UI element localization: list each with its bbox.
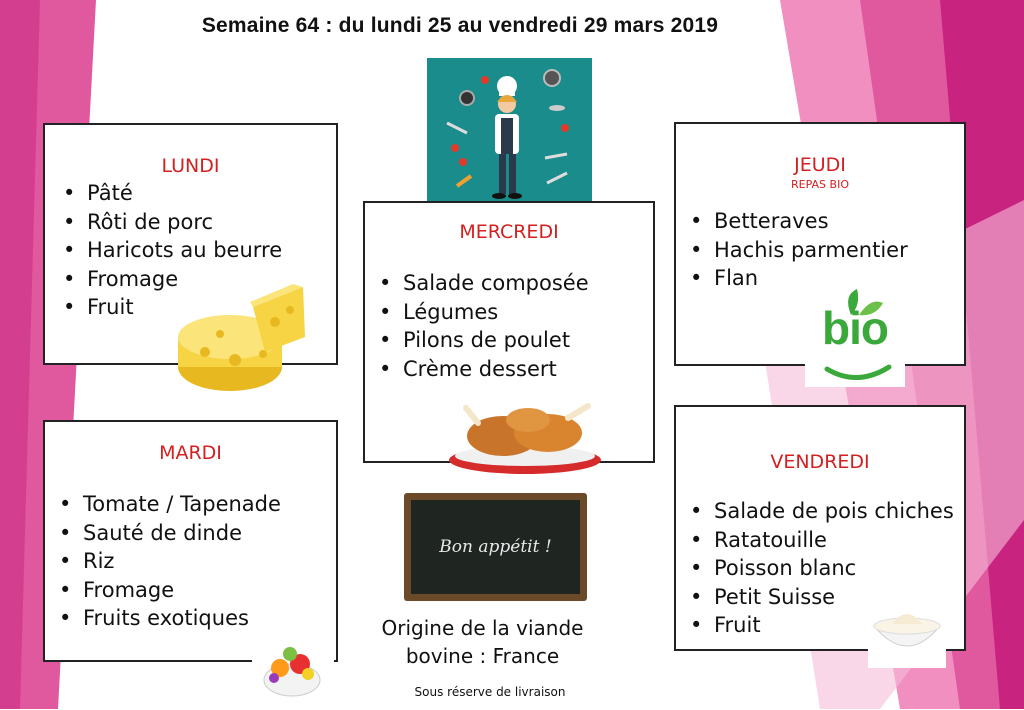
delivery-notice: Sous réserve de livraison [414,685,566,699]
mercredi-menu-list [373,269,653,383]
chicken-drumsticks-illustration [448,398,603,478]
list-item: • Fromage [57,265,336,294]
list-item: • Riz [53,547,336,576]
page-title: Semaine 64 : du lundi 25 au vendredi 29 mars 2019 [201,14,719,37]
mardi-heading: MARDI [159,442,222,464]
list-item: • Salade composée [373,269,653,298]
jeudi-heading: JEUDI [794,154,846,176]
chef-illustration [427,58,592,208]
mardi-box [43,420,338,662]
bio-logo [805,287,905,387]
list-item: • Salade de pois chiches [684,497,964,526]
list-item: • Ratatouille [684,526,964,555]
list-item: • Petit Suisse [684,583,964,612]
fruit-bowl-illustration [252,628,334,706]
list-item: • Fruit [684,611,964,640]
list-item: • Rôti de porc [57,208,336,237]
list-item: • Sauté de dinde [53,519,336,548]
jeudi-subtitle: REPAS BIO [791,178,849,191]
list-item: • Pilons de poulet [373,326,653,355]
list-item: • Flan [684,264,964,293]
mardi-menu-list [53,490,336,633]
jeudi-menu-list [684,207,964,293]
list-item: • Légumes [373,298,653,327]
list-item: • Poisson blanc [684,554,964,583]
list-item: • Betteraves [684,207,964,236]
blackboard-surface [411,500,580,594]
list-item: • Fromage [53,576,336,605]
origin-line-1: Origine de la viande [381,616,584,640]
list-item: • Haricots au beurre [57,236,336,265]
bio-logo-text: bio [822,302,888,354]
origin-line-2: bovine : France [405,644,560,668]
cream-bowl-illustration [868,588,946,668]
blackboard [404,493,587,601]
lundi-heading: LUNDI [161,155,220,177]
blackboard-text: Bon appétit ! [439,537,552,557]
list-item: • Tomate / Tapenade [53,490,336,519]
list-item: • Fruit [57,293,336,322]
vendredi-heading: VENDREDI [770,451,870,473]
list-item: • Hachis parmentier [684,236,964,265]
mercredi-heading: MERCREDI [459,221,559,243]
list-item: • Crème dessert [373,355,653,384]
cheese-illustration [175,282,310,397]
list-item: • Pâté [57,179,336,208]
list-item: • Fruits exotiques [53,604,336,633]
